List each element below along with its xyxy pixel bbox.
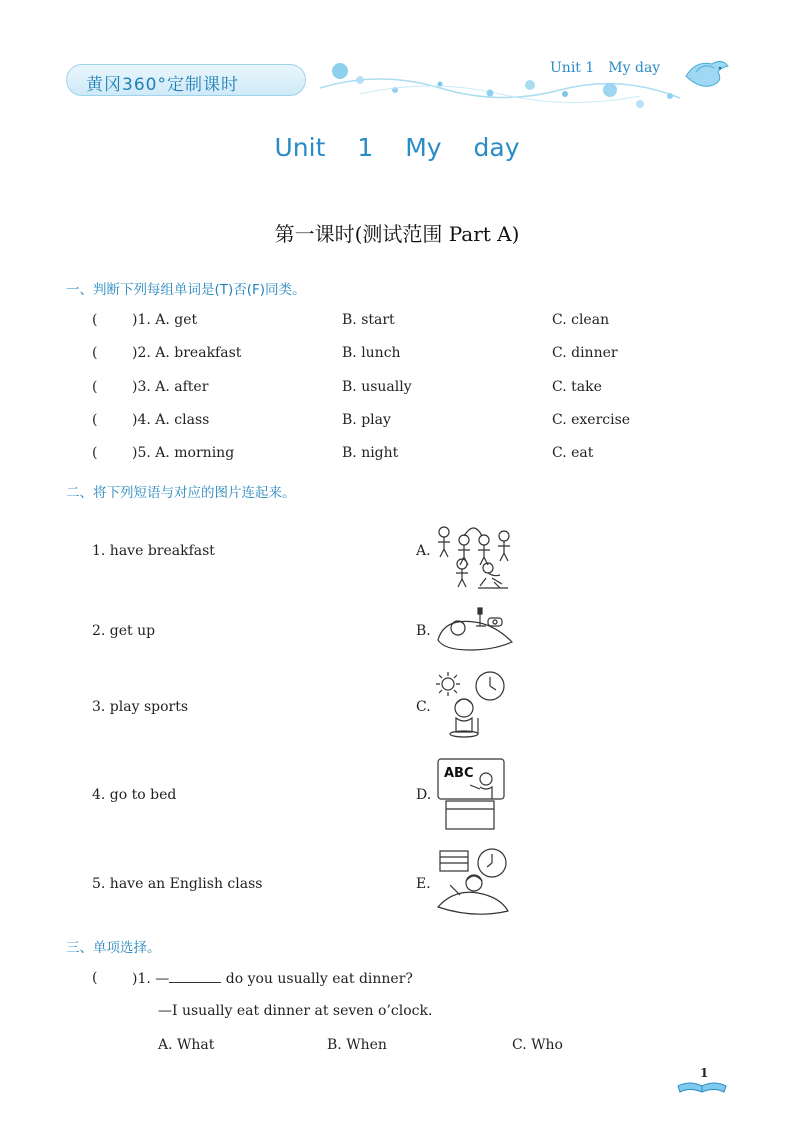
picture-a-sports — [434, 518, 520, 592]
picture-label: A. — [416, 543, 431, 559]
answer-paren: ( — [92, 312, 98, 328]
answer-paren: ( — [92, 379, 98, 395]
answer-paren: ( — [92, 345, 98, 361]
section3-heading: 三、单项选择。 — [66, 940, 161, 956]
row-option-b: B. start — [342, 312, 395, 328]
row-option-c: C. dinner — [552, 345, 618, 361]
answer-paren: ( — [92, 970, 98, 986]
unit-title-unit: Unit 1 — [274, 133, 374, 162]
question-1-prefix: )1. — — [132, 971, 170, 987]
row-option-c: C. eat — [552, 445, 594, 461]
picture-e-get-up — [434, 845, 510, 921]
unit-title-topic: My day — [405, 133, 520, 162]
phrase-item: 4. go to bed — [92, 787, 177, 803]
running-header-unit: Unit 1 — [550, 60, 595, 76]
lesson-title: 第一课时(测试范围 Part A) — [274, 222, 520, 246]
row-option-a: )1. A. get — [132, 312, 198, 328]
choice-option-c: C. Who — [512, 1037, 563, 1053]
fill-in-blank[interactable] — [169, 970, 221, 983]
answer-paren: ( — [92, 445, 98, 461]
picture-label: B. — [416, 623, 431, 639]
running-header — [550, 60, 674, 76]
question-1-suffix: do you usually eat dinner? — [221, 971, 413, 987]
picture-label: C. — [416, 699, 431, 715]
picture-d-english-class — [436, 757, 506, 833]
bird-icon — [686, 61, 728, 86]
answer-paren: ( — [92, 412, 98, 428]
picture-c-breakfast — [434, 670, 510, 740]
row-option-c: C. exercise — [552, 412, 631, 428]
question-1-answer-line: —I usually eat dinner at seven o’clock. — [158, 1003, 433, 1019]
row-option-a: )4. A. class — [132, 412, 210, 428]
phrase-item: 1. have breakfast — [92, 543, 215, 559]
phrase-item: 2. get up — [92, 623, 156, 639]
picture-label: D. — [416, 787, 432, 803]
row-option-c: C. take — [552, 379, 602, 395]
row-option-b: B. play — [342, 412, 391, 428]
row-option-a: )3. A. after — [132, 379, 209, 395]
section1-heading: 一、判断下列每组单词是(T)否(F)同类。 — [66, 282, 306, 298]
row-option-a: )2. A. breakfast — [132, 345, 242, 361]
phrase-item: 3. play sports — [92, 699, 189, 715]
picture-b-bed — [434, 604, 516, 654]
choice-option-a: A. What — [158, 1037, 215, 1053]
question-1 — [132, 970, 413, 987]
running-header-topic: My day — [608, 60, 661, 76]
row-option-b: B. night — [342, 445, 399, 461]
row-option-a: )5. A. morning — [132, 445, 235, 461]
book-icon — [676, 1076, 728, 1094]
row-option-b: B. lunch — [342, 345, 401, 361]
page-number: 1 — [700, 1066, 709, 1080]
choice-option-b: B. When — [327, 1037, 387, 1053]
board-text: ABC — [444, 766, 474, 781]
unit-title — [0, 133, 794, 162]
picture-label: E. — [416, 876, 431, 892]
section2-heading: 二、将下列短语与对应的图片连起来。 — [66, 485, 296, 501]
row-option-b: B. usually — [342, 379, 412, 395]
phrase-item: 5. have an English class — [92, 876, 263, 892]
row-option-c: C. clean — [552, 312, 610, 328]
brand-title: 黄冈360°定制课时 — [86, 75, 239, 95]
